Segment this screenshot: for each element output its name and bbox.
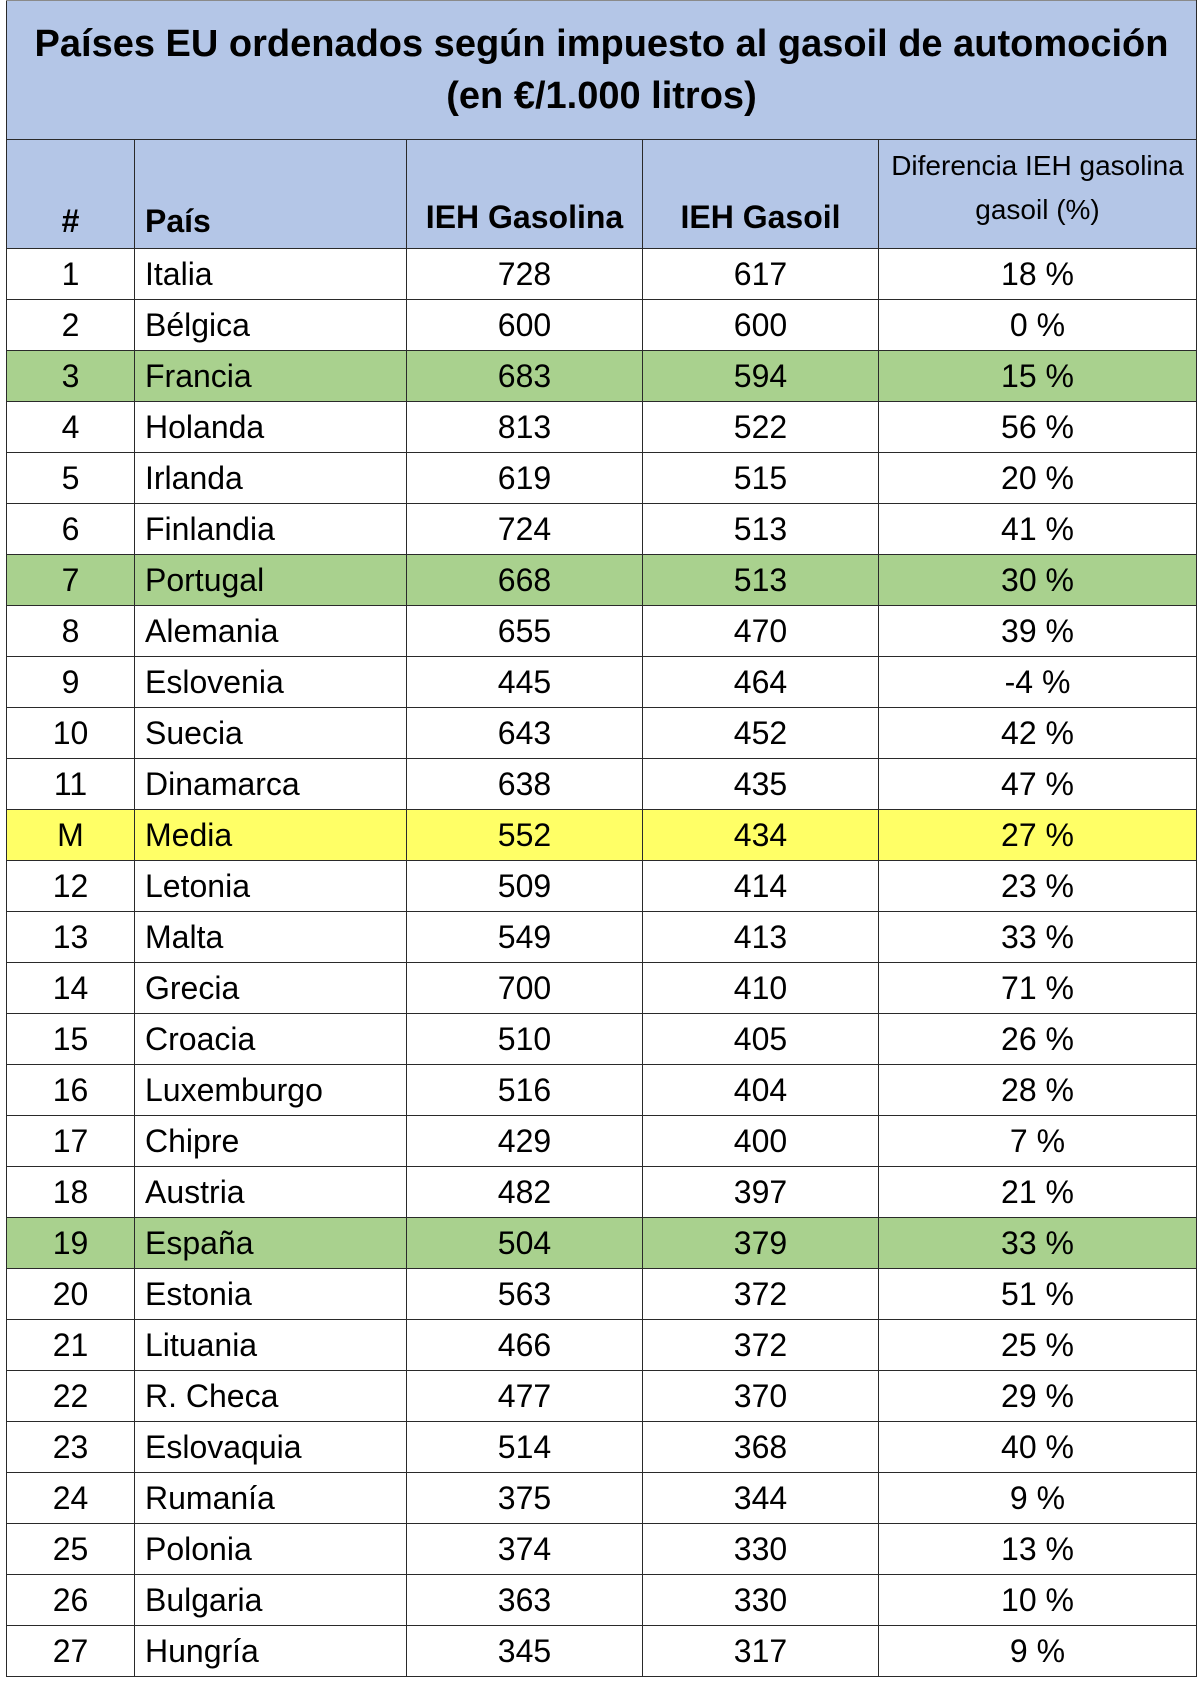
row-gasoil: 414 (643, 861, 879, 912)
row-gasolina: 477 (407, 1371, 643, 1422)
row-index: 20 (7, 1269, 135, 1320)
row-index: 3 (7, 351, 135, 402)
row-country: Estonia (135, 1269, 407, 1320)
row-country: Croacia (135, 1014, 407, 1065)
row-gasolina: 619 (407, 453, 643, 504)
row-difference: 27 % (879, 810, 1197, 861)
row-difference: -4 % (879, 657, 1197, 708)
row-index: 14 (7, 963, 135, 1014)
row-gasolina: 683 (407, 351, 643, 402)
row-gasolina: 700 (407, 963, 643, 1014)
row-gasolina: 466 (407, 1320, 643, 1371)
table-row (7, 708, 1197, 759)
row-index: 22 (7, 1371, 135, 1422)
row-index: 9 (7, 657, 135, 708)
row-gasoil: 379 (643, 1218, 879, 1269)
header-index: # (7, 140, 135, 249)
table-row (7, 1167, 1197, 1218)
header-gasoil: IEH Gasoil (643, 140, 879, 249)
row-gasolina: 516 (407, 1065, 643, 1116)
row-gasolina: 514 (407, 1422, 643, 1473)
row-gasoil: 435 (643, 759, 879, 810)
row-index: 17 (7, 1116, 135, 1167)
row-gasoil: 600 (643, 300, 879, 351)
row-index: 27 (7, 1626, 135, 1677)
table-row (7, 1422, 1197, 1473)
row-country: Finlandia (135, 504, 407, 555)
row-country: Bulgaria (135, 1575, 407, 1626)
row-gasolina: 600 (407, 300, 643, 351)
table-row (7, 1371, 1197, 1422)
row-index: 1 (7, 249, 135, 300)
row-gasoil: 522 (643, 402, 879, 453)
row-country: R. Checa (135, 1371, 407, 1422)
table-row (7, 657, 1197, 708)
row-gasolina: 724 (407, 504, 643, 555)
row-gasolina: 445 (407, 657, 643, 708)
row-difference: 9 % (879, 1473, 1197, 1524)
table-row (7, 351, 1197, 402)
header-gasolina: IEH Gasolina (407, 140, 643, 249)
row-difference: 25 % (879, 1320, 1197, 1371)
row-index: 26 (7, 1575, 135, 1626)
row-gasoil: 470 (643, 606, 879, 657)
row-country: Polonia (135, 1524, 407, 1575)
row-difference: 40 % (879, 1422, 1197, 1473)
table-row (7, 606, 1197, 657)
row-index: 23 (7, 1422, 135, 1473)
header-country: País (135, 140, 407, 249)
table-row (7, 861, 1197, 912)
row-difference: 71 % (879, 963, 1197, 1014)
row-gasoil: 434 (643, 810, 879, 861)
row-country: Grecia (135, 963, 407, 1014)
table-row (7, 963, 1197, 1014)
row-gasolina: 482 (407, 1167, 643, 1218)
row-difference: 18 % (879, 249, 1197, 300)
row-index: 10 (7, 708, 135, 759)
table-row (7, 555, 1197, 606)
row-difference: 29 % (879, 1371, 1197, 1422)
row-gasoil: 452 (643, 708, 879, 759)
row-gasoil: 594 (643, 351, 879, 402)
row-gasolina: 638 (407, 759, 643, 810)
row-country: España (135, 1218, 407, 1269)
table-row (7, 1473, 1197, 1524)
tax-table-sheet (6, 0, 1196, 1677)
row-gasoil: 372 (643, 1269, 879, 1320)
row-country: Eslovenia (135, 657, 407, 708)
table-row (7, 402, 1197, 453)
row-difference: 15 % (879, 351, 1197, 402)
row-gasoil: 617 (643, 249, 879, 300)
row-gasoil: 404 (643, 1065, 879, 1116)
row-country: Francia (135, 351, 407, 402)
row-country: Rumanía (135, 1473, 407, 1524)
row-gasoil: 372 (643, 1320, 879, 1371)
row-country: Letonia (135, 861, 407, 912)
row-gasoil: 410 (643, 963, 879, 1014)
row-difference: 21 % (879, 1167, 1197, 1218)
row-difference: 33 % (879, 912, 1197, 963)
row-index: 24 (7, 1473, 135, 1524)
row-gasolina: 549 (407, 912, 643, 963)
row-difference: 39 % (879, 606, 1197, 657)
header-difference (879, 140, 1197, 249)
row-gasoil: 397 (643, 1167, 879, 1218)
row-difference: 30 % (879, 555, 1197, 606)
row-gasoil: 464 (643, 657, 879, 708)
table-row (7, 1626, 1197, 1677)
row-gasolina: 728 (407, 249, 643, 300)
row-difference: 42 % (879, 708, 1197, 759)
row-country: Luxemburgo (135, 1065, 407, 1116)
row-country: Italia (135, 249, 407, 300)
row-gasolina: 643 (407, 708, 643, 759)
row-country: Dinamarca (135, 759, 407, 810)
row-difference: 56 % (879, 402, 1197, 453)
table-row (7, 1575, 1197, 1626)
row-gasoil: 405 (643, 1014, 879, 1065)
row-index: 13 (7, 912, 135, 963)
row-difference: 41 % (879, 504, 1197, 555)
table-row (7, 1320, 1197, 1371)
row-country: Alemania (135, 606, 407, 657)
row-index: 5 (7, 453, 135, 504)
table-row (7, 249, 1197, 300)
row-country: Irlanda (135, 453, 407, 504)
row-gasolina: 345 (407, 1626, 643, 1677)
row-gasolina: 509 (407, 861, 643, 912)
row-index: M (7, 810, 135, 861)
row-gasoil: 368 (643, 1422, 879, 1473)
row-gasolina: 504 (407, 1218, 643, 1269)
row-index: 19 (7, 1218, 135, 1269)
row-difference: 23 % (879, 861, 1197, 912)
table-row (7, 1524, 1197, 1575)
row-gasolina: 552 (407, 810, 643, 861)
row-difference: 10 % (879, 1575, 1197, 1626)
row-index: 4 (7, 402, 135, 453)
row-difference: 0 % (879, 300, 1197, 351)
table-title: Países EU ordenados según impuesto al gasoil de automoción (en €/1.000 litros) (7, 1, 1197, 140)
row-country: Chipre (135, 1116, 407, 1167)
table-row (7, 504, 1197, 555)
row-gasoil: 513 (643, 504, 879, 555)
row-gasoil: 317 (643, 1626, 879, 1677)
average-row (7, 810, 1197, 861)
row-index: 18 (7, 1167, 135, 1218)
row-gasoil: 513 (643, 555, 879, 606)
row-country: Hungría (135, 1626, 407, 1677)
row-country: Malta (135, 912, 407, 963)
column-header-row (7, 140, 1197, 249)
row-country: Eslovaquia (135, 1422, 407, 1473)
row-index: 7 (7, 555, 135, 606)
table-row (7, 912, 1197, 963)
row-country: Portugal (135, 555, 407, 606)
row-gasolina: 563 (407, 1269, 643, 1320)
table-row (7, 1269, 1197, 1320)
fuel-tax-table (6, 0, 1197, 1677)
row-country: Suecia (135, 708, 407, 759)
table-row (7, 1065, 1197, 1116)
row-index: 6 (7, 504, 135, 555)
row-country: Media (135, 810, 407, 861)
table-row (7, 759, 1197, 810)
row-country: Austria (135, 1167, 407, 1218)
row-index: 25 (7, 1524, 135, 1575)
row-index: 2 (7, 300, 135, 351)
row-gasolina: 429 (407, 1116, 643, 1167)
row-gasoil: 344 (643, 1473, 879, 1524)
row-gasoil: 413 (643, 912, 879, 963)
row-index: 21 (7, 1320, 135, 1371)
row-gasoil: 370 (643, 1371, 879, 1422)
row-gasolina: 813 (407, 402, 643, 453)
row-gasolina: 363 (407, 1575, 643, 1626)
table-body (7, 249, 1197, 1677)
row-index: 15 (7, 1014, 135, 1065)
row-gasolina: 510 (407, 1014, 643, 1065)
row-gasolina: 375 (407, 1473, 643, 1524)
row-difference: 28 % (879, 1065, 1197, 1116)
header-difference-text: Diferencia IEH gasolina gasoil (%) (891, 150, 1184, 225)
row-index: 16 (7, 1065, 135, 1116)
row-country: Holanda (135, 402, 407, 453)
row-gasoil: 515 (643, 453, 879, 504)
row-index: 12 (7, 861, 135, 912)
row-gasolina: 668 (407, 555, 643, 606)
table-row (7, 1116, 1197, 1167)
row-difference: 13 % (879, 1524, 1197, 1575)
row-difference: 26 % (879, 1014, 1197, 1065)
row-country: Lituania (135, 1320, 407, 1371)
row-gasolina: 374 (407, 1524, 643, 1575)
table-row (7, 453, 1197, 504)
row-difference: 9 % (879, 1626, 1197, 1677)
row-gasoil: 330 (643, 1524, 879, 1575)
row-difference: 47 % (879, 759, 1197, 810)
table-row (7, 1014, 1197, 1065)
row-difference: 33 % (879, 1218, 1197, 1269)
row-index: 11 (7, 759, 135, 810)
row-gasoil: 400 (643, 1116, 879, 1167)
row-difference: 7 % (879, 1116, 1197, 1167)
table-row (7, 1218, 1197, 1269)
row-gasolina: 655 (407, 606, 643, 657)
row-gasoil: 330 (643, 1575, 879, 1626)
table-row (7, 300, 1197, 351)
row-country: Bélgica (135, 300, 407, 351)
row-difference: 51 % (879, 1269, 1197, 1320)
row-index: 8 (7, 606, 135, 657)
row-difference: 20 % (879, 453, 1197, 504)
